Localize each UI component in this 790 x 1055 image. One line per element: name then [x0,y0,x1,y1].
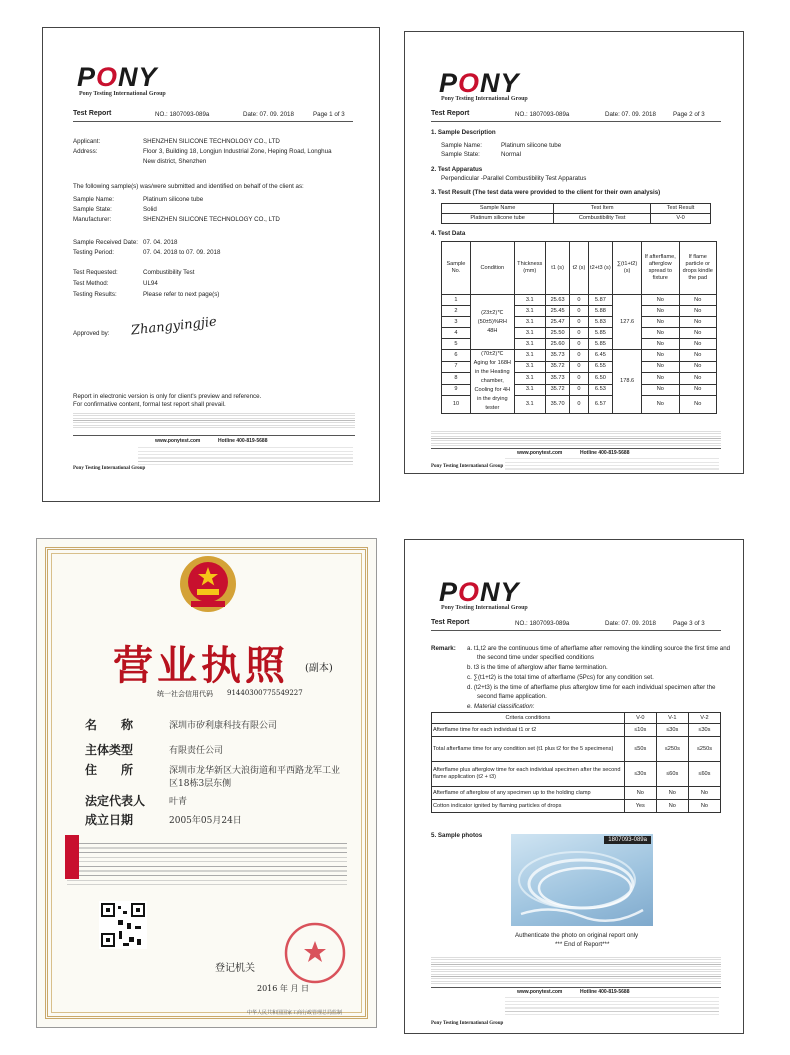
data-header-row [442,242,717,295]
section-1-heading: 1. Sample Description [431,129,496,136]
fine-print [431,956,721,984]
table-row [432,787,721,800]
table-row [432,762,721,787]
pony-logo: PONY [77,62,158,92]
condition-line: 48H [487,327,498,334]
t2t3-cell: 6.55 [588,361,613,373]
criteria-table [431,712,721,813]
field-label: Sample State: [73,206,112,213]
remark-line: d. (t2+t3) is the time of afterflame plus afterglow time for each individual specimen after the [467,684,716,691]
thickness-cell: 3.1 [514,306,545,317]
drops-kindle-cell: No [679,350,717,362]
report-page-3 [404,539,744,1034]
brand-subtitle: Pony Testing International Group [441,605,528,611]
license-field-value: 深圳市龙华新区大浪街道和平西路龙军工业 [169,766,341,776]
sum-cell: 127.6 [613,295,642,350]
sample-no-cell: 5 [442,339,471,350]
drops-kindle-cell: No [679,373,717,385]
field-value: Combustibility Test [143,269,195,276]
sample-no-cell: 8 [442,373,471,385]
table-row [442,350,717,362]
field-value: 07. 04. 2018 [143,239,178,246]
end-of-report: *** End of Report*** [555,941,610,948]
drops-kindle-cell: No [679,295,717,306]
field-value: SHENZHEN SILICONE TECHNOLOGY CO., LTD [143,138,280,145]
criteria-value-cell: ≤60s [688,762,720,787]
credit-code-label: 统一社会信用代码 [157,690,213,698]
criteria-value-cell: ≤250s [656,737,688,762]
criteria-value-cell: ≤30s [656,724,688,737]
drops-kindle-cell: No [679,384,717,396]
condition-line: in the drying [477,396,508,402]
drops-kindle-cell: No [679,328,717,339]
table-row [442,295,717,306]
t1-cell: 35.70 [545,396,570,414]
t1-cell: 25.47 [545,317,570,328]
divider [73,121,353,122]
page-number: Page 1 of 3 [313,111,345,118]
t2-cell: 0 [570,361,588,373]
credit-code-value: 91440300775549227 [227,689,303,697]
criteria-value-cell: Yes [624,800,656,813]
criteria-header-row [432,713,721,724]
afterflame-spread-cell: No [642,350,679,362]
criteria-value-cell: No [688,787,720,800]
afterflame-spread-cell: No [642,306,679,317]
field-value: Solid [143,206,157,213]
data-header-cell: If flame particle or drops kindle the pad [679,242,717,295]
report-title: Test Report [73,110,112,117]
t2t3-cell: 6.50 [588,373,613,385]
afterflame-spread-cell: No [642,384,679,396]
afterflame-spread-cell: No [642,328,679,339]
t2t3-cell: 6.57 [588,396,613,414]
thickness-cell: 3.1 [514,396,545,414]
criteria-value-cell: ≤60s [656,762,688,787]
license-field-label: 法定代表人 [85,794,146,808]
data-header-cell: ∑(t1+t2) (s) [613,242,642,295]
criteria-value-cell: ≤30s [624,762,656,787]
drops-kindle-cell: No [679,306,717,317]
report-page-1 [42,27,380,502]
remark-line: c. ∑(t1+t2) is the total time of afterflame (5Pcs) for any condition set. [467,674,654,681]
field-label: Testing Results: [73,291,117,298]
business-license [36,538,377,1028]
silicone-tube-icon [511,834,653,926]
thickness-cell: 3.1 [514,317,545,328]
license-field-value: 叶青 [169,797,188,807]
divider [431,121,721,122]
criteria-header-cell: V-1 [656,713,688,724]
t1-cell: 35.73 [545,350,570,362]
field-label: Applicant: [73,138,101,145]
table-row [432,800,721,813]
t2t3-cell: 5.85 [588,339,613,350]
afterflame-spread-cell: No [642,361,679,373]
field-label: Sample Name: [73,196,114,203]
footer-web: www.ponytest.com [517,989,563,995]
thickness-cell: 3.1 [514,373,545,385]
license-field-label: 主体类型 [85,743,134,757]
footer-addresses [505,457,719,471]
t2-cell: 0 [570,396,588,414]
condition-line: Cooling for 4H [474,387,511,393]
table-row [432,737,721,762]
sample-no-cell: 3 [442,317,471,328]
data-header-cell: Condition [470,242,514,295]
thickness-cell: 3.1 [514,339,545,350]
license-field-label: 成立日期 [85,813,134,827]
apparatus-text: Perpendicular -Parallel Combustibility Test Apparatus [441,175,587,182]
license-copy-tag: (副本) [305,663,333,674]
report-date: Date: 07. 09. 2018 [605,111,656,118]
photo-label: 1807093-089a [604,836,651,844]
sample-photo [511,834,653,926]
t2t3-cell: 6.45 [588,350,613,362]
t2-cell: 0 [570,350,588,362]
criteria-value-cell: ≤30s [688,724,720,737]
thickness-cell: 3.1 [514,361,545,373]
drops-kindle-cell: No [679,396,717,414]
condition-line: tester [485,405,500,411]
brand-subtitle: Pony Testing International Group [79,91,166,97]
footer-divider [431,448,721,449]
national-emblem-icon [177,553,239,615]
result-header-cell: Test Item [554,204,651,214]
license-field-label: 名 称 [85,718,134,732]
criteria-cell: Afterflame plus afterglow time for each individual specimen after the second flame application (t2 + t3) [432,762,625,787]
data-header-cell: t1 (s) [545,242,570,295]
page-number: Page 3 of 3 [673,620,705,627]
footer-hotline: Hotline 400-819-5688 [580,450,630,456]
table-row [432,724,721,737]
notice-line-2: For confirmative content, formal test report shall prevail. [73,401,226,408]
t1-cell: 25.50 [545,328,570,339]
pony-logo: PONY [439,68,520,98]
criteria-value-cell: ≤10s [624,724,656,737]
t1-cell: 35.72 [545,361,570,373]
criteria-header-cell: Criteria conditions [432,713,625,724]
afterflame-spread-cell: No [642,295,679,306]
t2t3-cell: 5.85 [588,328,613,339]
criteria-value-cell: ≤50s [624,737,656,762]
field-label: Test Method: [73,280,109,287]
afterflame-spread-cell: No [642,339,679,350]
qr-code-icon [99,901,147,949]
sample-name-label: Sample Name: [441,142,482,149]
data-header-cell: t2 (s) [570,242,588,295]
remark-line: a. t1,t2 are the continuous time of afterflame after removing the kindling source the first time and [467,645,731,652]
sample-state-label: Sample State: [441,151,480,158]
condition-cell [470,350,514,414]
report-number: NO.: 1807093-089a [515,111,570,118]
notice-line-1: Report in electronic version is only for client's preview and reference. [73,393,262,400]
t2-cell: 0 [570,328,588,339]
field-value: Please refer to next page(s) [143,291,220,298]
field-label: Sample Received Date: [73,239,139,246]
result-cell: Combustibility Test [554,214,651,224]
criteria-value-cell: No [688,800,720,813]
license-field-value: 区18栋3层东侧 [169,779,232,789]
license-issuer: 中华人民共和国国家工商行政管理总局监制 [247,1010,343,1016]
remark-line: second flame application. [477,693,547,700]
license-notes-tab [65,835,79,879]
section-4-heading: 4. Test Data [431,230,466,237]
field-label: Address: [73,148,98,155]
section-5-heading: 5. Sample photos [431,832,483,839]
sample-no-cell: 4 [442,328,471,339]
condition-line: (50±5)%RH [477,318,507,325]
field-label: Manufacturer: [73,216,112,223]
criteria-value-cell: No [656,800,688,813]
data-header-cell: Sample No. [442,242,471,295]
t2-cell: 0 [570,373,588,385]
registration-date: 2016 年 月 日 [257,984,309,993]
license-field-label: 住 所 [85,763,134,777]
field-value: New district, Shenzhen [143,158,207,165]
t2-cell: 0 [570,339,588,350]
field-value: UL94 [143,280,158,287]
sample-no-cell: 6 [442,350,471,362]
t1-cell: 25.63 [545,295,570,306]
field-value: Platinum silicone tube [143,196,204,203]
license-field-value: 有限责任公司 [169,746,224,756]
footer-addresses [505,996,719,1018]
test-data-table [441,241,717,414]
condition-line: Aging for 168H [473,360,511,366]
page-number: Page 2 of 3 [673,111,705,118]
report-number: NO.: 1807093-089a [515,620,570,627]
result-cell: V-0 [651,214,711,224]
signature: Zhangyingjie [130,314,218,339]
footer-divider [73,435,355,436]
data-header-cell: If afterflame, afterglow spread to fixture [642,242,679,295]
approved-label: Approved by: [73,330,110,337]
footer-web: www.ponytest.com [155,438,201,444]
footer-web: www.ponytest.com [517,450,563,456]
license-field-value: 2005年05月24日 [169,816,242,826]
afterflame-spread-cell: No [642,317,679,328]
fine-print [431,430,721,446]
footer-group: Pony Testing International Group [431,1021,504,1026]
intro-text: The following sample(s) was/were submitted and identified on behalf of the client as: [73,183,304,190]
condition-line: in the Heating [475,369,510,375]
remark-line: b. t3 is the time of afterglow after flame termination. [467,664,608,671]
footer-group: Pony Testing International Group [431,464,504,469]
data-header-cell: Thickness (mm) [514,242,545,295]
field-label: Testing Period: [73,249,114,256]
sample-name-value: Platinum silicone tube [501,142,562,149]
result-header-cell: Sample Name [442,204,554,214]
sum-cell: 178.6 [613,350,642,414]
photo-auth-note: Authenticate the photo on original report only [515,932,639,939]
license-notes [67,841,347,887]
thickness-cell: 3.1 [514,328,545,339]
condition-line: chamber, [480,378,504,384]
t2t3-cell: 5.87 [588,295,613,306]
t1-cell: 25.45 [545,306,570,317]
license-field-value: 深圳市矽利康科技有限公司 [169,721,278,731]
thickness-cell: 3.1 [514,295,545,306]
condition-cell [470,295,514,350]
sample-no-cell: 9 [442,384,471,396]
t2t3-cell: 6.53 [588,384,613,396]
section-3-heading: 3. Test Result (The test data were provided to the client for their own analysis) [431,189,661,196]
criteria-header-cell: V-0 [624,713,656,724]
sample-no-cell: 7 [442,361,471,373]
report-date: Date: 07. 09. 2018 [243,111,294,118]
field-value: 07. 04. 2018 to 07. 09. 2018 [143,249,221,256]
t2-cell: 0 [570,317,588,328]
result-cell: Platinum silicone tube [442,214,554,224]
result-header-cell: Test Result [651,204,711,214]
sample-no-cell: 10 [442,396,471,414]
drops-kindle-cell: No [679,317,717,328]
report-title: Test Report [431,619,470,626]
remark-line: the second time under specified conditions [477,654,594,661]
drops-kindle-cell: No [679,339,717,350]
field-label: Test Requested: [73,269,118,276]
condition-line: (23±2)℃ [481,309,504,316]
report-number: NO.: 1807093-089a [155,111,210,118]
brand-subtitle: Pony Testing International Group [441,96,528,102]
field-value: Floor 3, Building 18, Longjun Industrial Zone, Heping Road, Longhua [143,148,332,155]
section-2-heading: 2. Test Apparatus [431,166,483,173]
pony-logo: PONY [439,577,520,607]
footer-hotline: Hotline 400-819-5688 [218,438,268,444]
footer-divider [431,987,721,988]
divider [431,630,721,631]
t1-cell: 35.72 [545,384,570,396]
field-value: SHENZHEN SILICONE TECHNOLOGY CO., LTD [143,216,280,223]
criteria-value-cell: No [624,787,656,800]
remark-label: Remark: [431,645,456,652]
t1-cell: 25.60 [545,339,570,350]
report-date: Date: 07. 09. 2018 [605,620,656,627]
t2-cell: 0 [570,384,588,396]
report-title: Test Report [431,110,470,117]
criteria-cell: Cotton indicator ignited by flaming particles of drops [432,800,625,813]
t1-cell: 35.73 [545,373,570,385]
thickness-cell: 3.1 [514,350,545,362]
criteria-value-cell: No [656,787,688,800]
license-title: 营业执照 [113,642,289,689]
report-page-2 [404,31,744,474]
sample-no-cell: 2 [442,306,471,317]
fine-print [73,412,355,430]
afterflame-spread-cell: No [642,373,679,385]
footer-addresses [138,446,353,466]
criteria-cell: Afterflame time for each individual t1 or t2 [432,724,625,737]
sample-no-cell: 1 [442,295,471,306]
data-header-cell: t2+t3 (s) [588,242,613,295]
footer-hotline: Hotline 400-819-5688 [580,989,630,995]
footer-group: Pony Testing International Group [73,466,146,471]
result-table [441,203,711,224]
criteria-value-cell: ≤250s [688,737,720,762]
t2-cell: 0 [570,306,588,317]
t2t3-cell: 5.83 [588,317,613,328]
thickness-cell: 3.1 [514,384,545,396]
sample-state-value: Normal [501,151,521,158]
criteria-cell: Total afterflame time for any condition set (t1 plus t2 for the 5 specimens) [432,737,625,762]
t2-cell: 0 [570,295,588,306]
official-seal-icon [283,921,347,985]
condition-line: (70±2)℃ [481,351,504,357]
drops-kindle-cell: No [679,361,717,373]
registration-authority-label: 登记机关 [215,963,255,974]
criteria-cell: Afterflame of afterglow of any specimen up to the holding clamp [432,787,625,800]
criteria-header-cell: V-2 [688,713,720,724]
remark-line: e. Material classification: [467,703,535,710]
t2t3-cell: 5.88 [588,306,613,317]
afterflame-spread-cell: No [642,396,679,414]
